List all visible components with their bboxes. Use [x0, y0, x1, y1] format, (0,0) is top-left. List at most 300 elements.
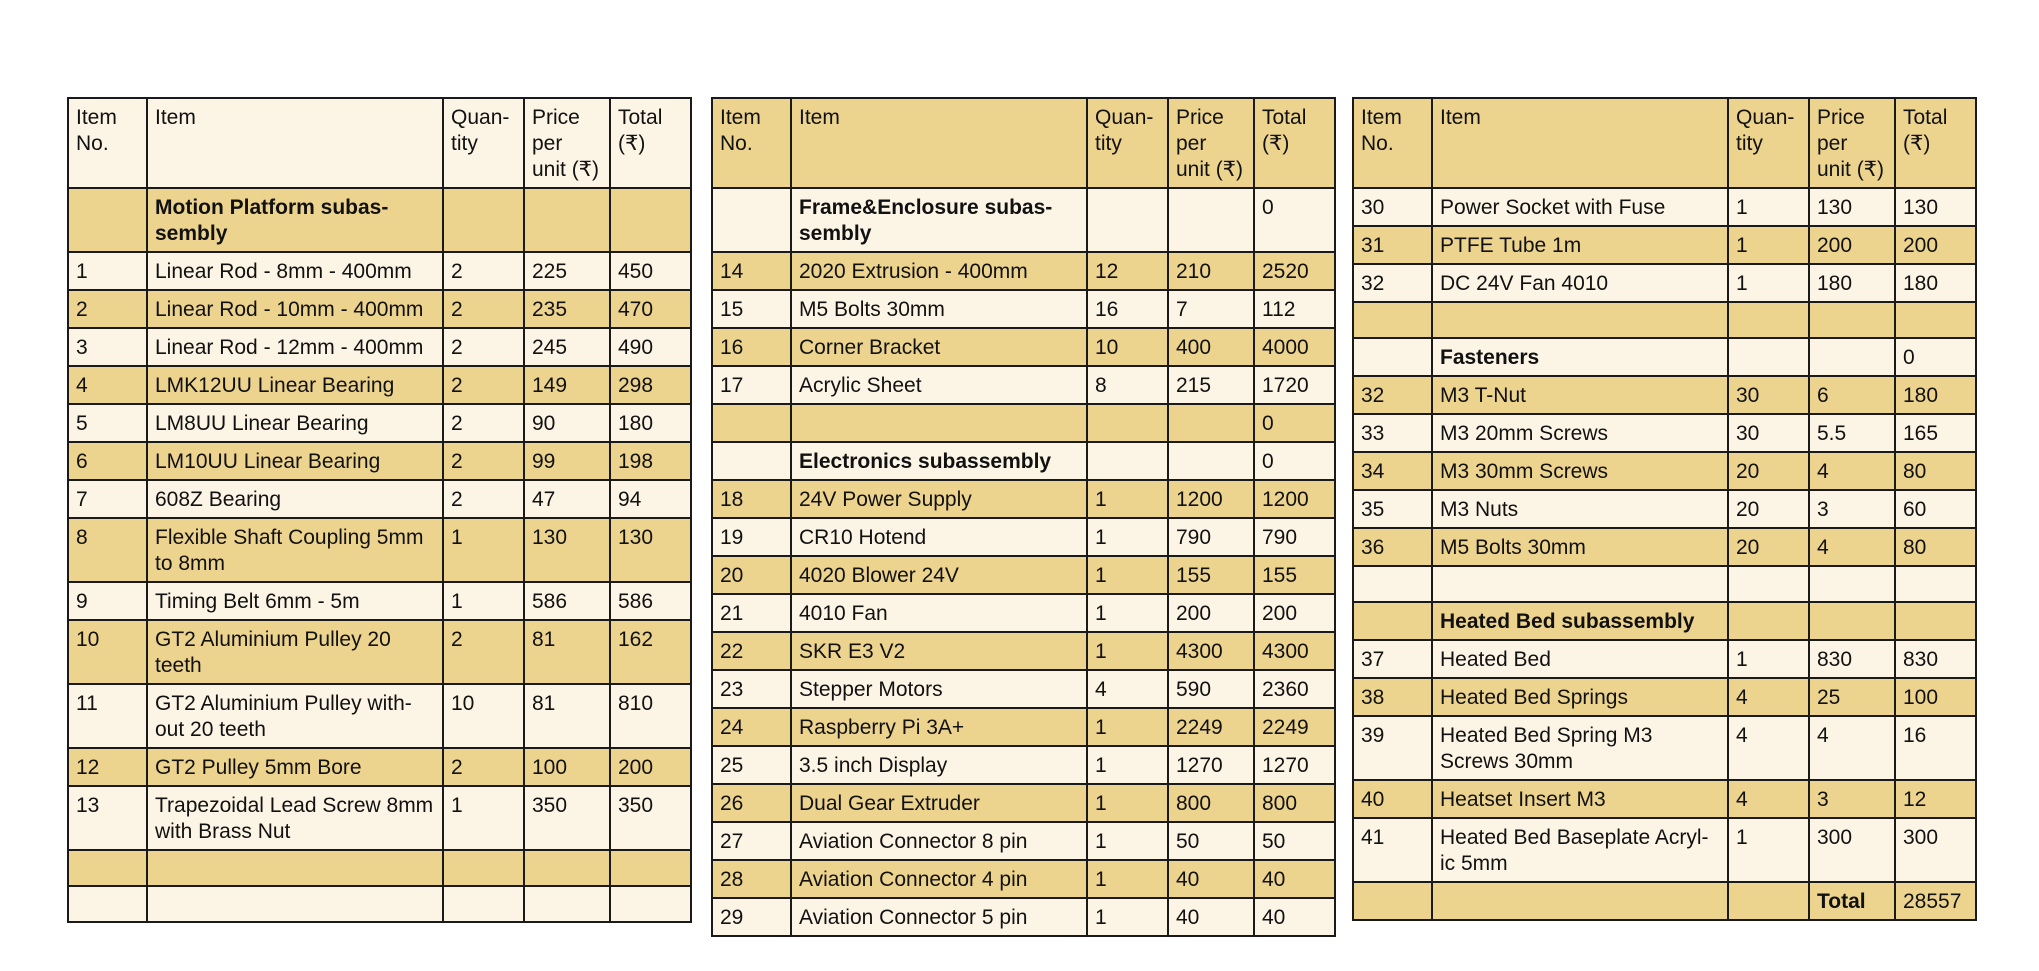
header-item-no: Item No. [68, 98, 147, 188]
cell-quantity: 30 [1728, 376, 1809, 414]
cell-quantity: 1 [443, 786, 524, 850]
cell-quantity: 16 [1087, 290, 1168, 328]
table-row [1353, 716, 1976, 780]
section-row [68, 188, 691, 252]
cell-price: 4 [1809, 716, 1895, 780]
cell-price: 99 [524, 442, 610, 480]
cell-total: 2249 [1254, 708, 1335, 746]
cell-price: 235 [524, 290, 610, 328]
cell-item-no: 26 [712, 784, 791, 822]
cell-item-no: 8 [68, 518, 147, 582]
table-row [1353, 226, 1976, 264]
cell-item: Heatset Insert M3 [1432, 780, 1728, 818]
cell-item-no: 22 [712, 632, 791, 670]
table-row [68, 786, 691, 850]
cell-item-no: 15 [712, 290, 791, 328]
cell-price: 100 [524, 748, 610, 786]
table-row [712, 822, 1335, 860]
table-row [68, 850, 691, 886]
cell-quantity [1728, 602, 1809, 640]
cell-total: 40 [1254, 898, 1335, 936]
table-row [1353, 566, 1976, 602]
cell-item-no: 6 [68, 442, 147, 480]
cell-total: 112 [1254, 290, 1335, 328]
cell-quantity [1087, 188, 1168, 252]
cell-item-no [712, 404, 791, 442]
cell-item-no [1353, 882, 1432, 920]
cell-quantity [1728, 338, 1809, 376]
table-row [1353, 780, 1976, 818]
cell-item: Aviation Connector 8 pin [791, 822, 1087, 860]
cell-price: 215 [1168, 366, 1254, 404]
cell-quantity: 20 [1728, 490, 1809, 528]
cell-item: Aviation Connector 5 pin [791, 898, 1087, 936]
cell-item: LM10UU Linear Bearing [147, 442, 443, 480]
cell-item-no: 32 [1353, 376, 1432, 414]
cell-price [1168, 442, 1254, 480]
table-row [68, 328, 691, 366]
cell-price [1809, 302, 1895, 338]
cell-item: M3 30mm Screws [1432, 452, 1728, 490]
cell-item: Fasteners [1432, 338, 1728, 376]
cell-item: M5 Bolts 30mm [791, 290, 1087, 328]
cell-item-no: 37 [1353, 640, 1432, 678]
cell-item-no: 27 [712, 822, 791, 860]
cell-total: 12 [1895, 780, 1976, 818]
cell-quantity [443, 886, 524, 922]
cell-total: 180 [1895, 264, 1976, 302]
cell-total: 830 [1895, 640, 1976, 678]
cell-item-no: 36 [1353, 528, 1432, 566]
cell-quantity: 2 [443, 290, 524, 328]
cell-item: 4010 Fan [791, 594, 1087, 632]
cell-item: Motion Platform subas-sembly [147, 188, 443, 252]
table-row [1353, 640, 1976, 678]
header-item-no: Item No. [1353, 98, 1432, 188]
cell-price: 7 [1168, 290, 1254, 328]
cell-quantity: 2 [443, 480, 524, 518]
cell-total: 450 [610, 252, 691, 290]
cell-quantity [443, 188, 524, 252]
cell-price: 149 [524, 366, 610, 404]
cell-item: Linear Rod - 8mm - 400mm [147, 252, 443, 290]
cell-quantity: 12 [1087, 252, 1168, 290]
cell-item: GT2 Aluminium Pulley with-out 20 teeth [147, 684, 443, 748]
cell-total: 1720 [1254, 366, 1335, 404]
cell-item-no: 11 [68, 684, 147, 748]
section-row [712, 442, 1335, 480]
table-row [712, 252, 1335, 290]
cell-item: Frame&Enclosure subas-sembly [791, 188, 1087, 252]
cell-item: PTFE Tube 1m [1432, 226, 1728, 264]
cell-item-no: 17 [712, 366, 791, 404]
cell-quantity [1087, 404, 1168, 442]
cell-total [610, 886, 691, 922]
cell-quantity: 10 [443, 684, 524, 748]
cell-quantity: 2 [443, 748, 524, 786]
table-row [68, 748, 691, 786]
cell-total: 2360 [1254, 670, 1335, 708]
cell-item-no: 28 [712, 860, 791, 898]
cell-quantity: 1 [443, 582, 524, 620]
cell-item-no [712, 442, 791, 480]
table-row [68, 480, 691, 518]
cell-quantity: 2 [443, 404, 524, 442]
cell-total: 165 [1895, 414, 1976, 452]
cell-item-no: 41 [1353, 818, 1432, 882]
cell-item-no: 3 [68, 328, 147, 366]
table-row [712, 366, 1335, 404]
cell-total [610, 850, 691, 886]
cell-quantity: 1 [1728, 226, 1809, 264]
cell-item-no [68, 886, 147, 922]
cell-price: 6 [1809, 376, 1895, 414]
cell-price [1168, 188, 1254, 252]
cell-price: 81 [524, 620, 610, 684]
cell-item-no [712, 188, 791, 252]
cell-item: Timing Belt 6mm - 5m [147, 582, 443, 620]
table-row [712, 898, 1335, 936]
cell-item [1432, 566, 1728, 602]
cell-total: 180 [610, 404, 691, 442]
cell-quantity: 2 [443, 252, 524, 290]
cell-quantity: 1 [1087, 556, 1168, 594]
cell-item: Linear Rod - 10mm - 400mm [147, 290, 443, 328]
cell-item-no [1353, 338, 1432, 376]
cell-total: 0 [1254, 404, 1335, 442]
table-row [712, 670, 1335, 708]
cell-item: Electronics subassembly [791, 442, 1087, 480]
table-row [712, 746, 1335, 784]
cell-item: LMK12UU Linear Bearing [147, 366, 443, 404]
cell-total [610, 188, 691, 252]
cell-item-no: 10 [68, 620, 147, 684]
cell-item-no: 30 [1353, 188, 1432, 226]
cell-item-no: 2 [68, 290, 147, 328]
table-row [68, 620, 691, 684]
header-item-no: Item No. [712, 98, 791, 188]
cell-quantity: 2 [443, 328, 524, 366]
cell-item [791, 404, 1087, 442]
cell-total: 200 [1895, 226, 1976, 264]
cell-quantity: 1 [1728, 818, 1809, 882]
cell-item-no: 33 [1353, 414, 1432, 452]
cell-quantity: 1 [1087, 480, 1168, 518]
table-row [68, 582, 691, 620]
cell-total: 300 [1895, 818, 1976, 882]
cell-item [147, 850, 443, 886]
cell-price [1168, 404, 1254, 442]
cell-quantity: 1 [1728, 188, 1809, 226]
cell-total: 180 [1895, 376, 1976, 414]
cell-item: SKR E3 V2 [791, 632, 1087, 670]
table-row [712, 594, 1335, 632]
cell-price: 180 [1809, 264, 1895, 302]
cell-item: LM8UU Linear Bearing [147, 404, 443, 442]
table-row [68, 442, 691, 480]
table-row [712, 708, 1335, 746]
header-quantity: Quan-tity [1728, 98, 1809, 188]
table-row [1353, 490, 1976, 528]
cell-item [147, 886, 443, 922]
cell-total: 130 [610, 518, 691, 582]
cell-quantity: 1 [443, 518, 524, 582]
cell-item: M3 Nuts [1432, 490, 1728, 528]
cell-price: 1270 [1168, 746, 1254, 784]
cell-price: 3 [1809, 490, 1895, 528]
cell-quantity [1728, 882, 1809, 920]
header-row [1353, 98, 1976, 188]
cell-item: 4020 Blower 24V [791, 556, 1087, 594]
cell-item-no: 16 [712, 328, 791, 366]
cell-quantity: 20 [1728, 528, 1809, 566]
bom-table-motion-platform [67, 97, 692, 923]
cell-quantity: 10 [1087, 328, 1168, 366]
cell-price: 130 [524, 518, 610, 582]
cell-quantity: 4 [1728, 716, 1809, 780]
total-row [1353, 882, 1976, 920]
cell-price: 210 [1168, 252, 1254, 290]
table-row [712, 632, 1335, 670]
cell-total: 200 [1254, 594, 1335, 632]
cell-price [1809, 338, 1895, 376]
cell-quantity: 1 [1728, 640, 1809, 678]
cell-price: 200 [1168, 594, 1254, 632]
cell-price: 350 [524, 786, 610, 850]
cell-item: 608Z Bearing [147, 480, 443, 518]
cell-item-no: 40 [1353, 780, 1432, 818]
cell-total: 470 [610, 290, 691, 328]
cell-item: GT2 Pulley 5mm Bore [147, 748, 443, 786]
cell-total: 800 [1254, 784, 1335, 822]
section-row [1353, 338, 1976, 376]
cell-item-no: 19 [712, 518, 791, 556]
cell-item-no: 39 [1353, 716, 1432, 780]
header-quantity: Quan-tity [443, 98, 524, 188]
cell-price: 200 [1809, 226, 1895, 264]
cell-price [524, 188, 610, 252]
cell-quantity: 1 [1087, 632, 1168, 670]
cell-item-no: 12 [68, 748, 147, 786]
cell-item-no: 21 [712, 594, 791, 632]
table-row [1353, 818, 1976, 882]
cell-item-no: 34 [1353, 452, 1432, 490]
cell-price: 90 [524, 404, 610, 442]
cell-total: 200 [610, 748, 691, 786]
table-row [1353, 678, 1976, 716]
header-row [712, 98, 1335, 188]
header-item: Item [1432, 98, 1728, 188]
cell-item-no [1353, 302, 1432, 338]
header-row [68, 98, 691, 188]
cell-price: 590 [1168, 670, 1254, 708]
cell-item: 24V Power Supply [791, 480, 1087, 518]
table-row [68, 404, 691, 442]
cell-total: 40 [1254, 860, 1335, 898]
cell-price: 50 [1168, 822, 1254, 860]
cell-total: 60 [1895, 490, 1976, 528]
header-price: Price per unit (₹) [1809, 98, 1895, 188]
grand-total: 28557 [1895, 882, 1976, 920]
cell-item [1432, 302, 1728, 338]
cell-quantity: 4 [1728, 678, 1809, 716]
cell-total: 198 [610, 442, 691, 480]
cell-item: M3 T-Nut [1432, 376, 1728, 414]
table-row [1353, 452, 1976, 490]
cell-quantity: 30 [1728, 414, 1809, 452]
header-item: Item [791, 98, 1087, 188]
cell-total: 80 [1895, 528, 1976, 566]
cell-quantity: 1 [1087, 898, 1168, 936]
table-row [68, 684, 691, 748]
cell-quantity [443, 850, 524, 886]
header-total: Total (₹) [610, 98, 691, 188]
cell-price: 25 [1809, 678, 1895, 716]
cell-total: 94 [610, 480, 691, 518]
bom-table-fasteners-heated-bed [1352, 97, 1977, 921]
cell-total: 80 [1895, 452, 1976, 490]
cell-item-no: 29 [712, 898, 791, 936]
cell-item-no: 5 [68, 404, 147, 442]
cell-price: 81 [524, 684, 610, 748]
cell-total: 1270 [1254, 746, 1335, 784]
cell-item-no: 35 [1353, 490, 1432, 528]
cell-price: 400 [1168, 328, 1254, 366]
table-row [712, 556, 1335, 594]
header-quantity: Quan-tity [1087, 98, 1168, 188]
cell-item-no: 14 [712, 252, 791, 290]
cell-item: GT2 Aluminium Pulley 20 teeth [147, 620, 443, 684]
table-row [68, 518, 691, 582]
cell-item: Heated Bed subassembly [1432, 602, 1728, 640]
cell-total: 50 [1254, 822, 1335, 860]
cell-total: 490 [610, 328, 691, 366]
cell-item-no [1353, 566, 1432, 602]
cell-item: Linear Rod - 12mm - 400mm [147, 328, 443, 366]
cell-item: Trapezoidal Lead Screw 8mm with Brass Nut [147, 786, 443, 850]
cell-price: 225 [524, 252, 610, 290]
cell-total [1895, 566, 1976, 602]
cell-quantity: 1 [1087, 708, 1168, 746]
table-row [712, 480, 1335, 518]
header-total: Total (₹) [1254, 98, 1335, 188]
cell-total: 0 [1254, 442, 1335, 480]
cell-item-no: 4 [68, 366, 147, 404]
cell-quantity: 2 [443, 442, 524, 480]
cell-price: 5.5 [1809, 414, 1895, 452]
cell-quantity: 20 [1728, 452, 1809, 490]
cell-item: Power Socket with Fuse [1432, 188, 1728, 226]
cell-quantity: 1 [1087, 746, 1168, 784]
table-row [1353, 188, 1976, 226]
table-row [68, 290, 691, 328]
cell-item: Heated Bed Baseplate Acryl-ic 5mm [1432, 818, 1728, 882]
table-row [1353, 376, 1976, 414]
header-item: Item [147, 98, 443, 188]
cell-price: 2249 [1168, 708, 1254, 746]
table-row [1353, 302, 1976, 338]
cell-total: 350 [610, 786, 691, 850]
cell-price: 586 [524, 582, 610, 620]
cell-total: 100 [1895, 678, 1976, 716]
cell-item-no [1353, 602, 1432, 640]
cell-price: 130 [1809, 188, 1895, 226]
header-price: Price per unit (₹) [1168, 98, 1254, 188]
cell-quantity: 4 [1728, 780, 1809, 818]
header-price: Price per unit (₹) [524, 98, 610, 188]
cell-total: 2520 [1254, 252, 1335, 290]
cell-item-no: 1 [68, 252, 147, 290]
cell-item: Aviation Connector 4 pin [791, 860, 1087, 898]
cell-item: Stepper Motors [791, 670, 1087, 708]
total-label: Total [1809, 882, 1895, 920]
cell-item-no: 13 [68, 786, 147, 850]
table-row [68, 366, 691, 404]
cell-item [1432, 882, 1728, 920]
cell-price: 1200 [1168, 480, 1254, 518]
cell-price: 800 [1168, 784, 1254, 822]
cell-price: 3 [1809, 780, 1895, 818]
cell-quantity: 8 [1087, 366, 1168, 404]
cell-price: 4300 [1168, 632, 1254, 670]
cell-quantity [1728, 566, 1809, 602]
cell-item-no [68, 188, 147, 252]
cell-item: Acrylic Sheet [791, 366, 1087, 404]
cell-price: 790 [1168, 518, 1254, 556]
cell-item: Dual Gear Extruder [791, 784, 1087, 822]
table-row [712, 290, 1335, 328]
cell-price [524, 886, 610, 922]
cell-quantity: 1 [1087, 784, 1168, 822]
cell-total: 130 [1895, 188, 1976, 226]
cell-total: 0 [1895, 338, 1976, 376]
cell-item-no: 31 [1353, 226, 1432, 264]
cell-quantity: 1 [1087, 518, 1168, 556]
cell-quantity: 1 [1087, 594, 1168, 632]
cell-item: DC 24V Fan 4010 [1432, 264, 1728, 302]
table-row [712, 860, 1335, 898]
cell-item-no [68, 850, 147, 886]
cell-quantity: 2 [443, 620, 524, 684]
cell-item: M5 Bolts 30mm [1432, 528, 1728, 566]
cell-total: 790 [1254, 518, 1335, 556]
table-row [712, 328, 1335, 366]
cell-quantity [1087, 442, 1168, 480]
cell-item: Heated Bed Spring M3 Screws 30mm [1432, 716, 1728, 780]
table-row [712, 784, 1335, 822]
cell-total: 0 [1254, 188, 1335, 252]
cell-item: Corner Bracket [791, 328, 1087, 366]
table-row [1353, 414, 1976, 452]
cell-quantity: 1 [1087, 860, 1168, 898]
header-total: Total (₹) [1895, 98, 1976, 188]
cell-price [1809, 566, 1895, 602]
cell-item-no: 20 [712, 556, 791, 594]
cell-item-no: 23 [712, 670, 791, 708]
cell-total: 810 [610, 684, 691, 748]
cell-item-no: 38 [1353, 678, 1432, 716]
cell-price: 245 [524, 328, 610, 366]
cell-quantity [1728, 302, 1809, 338]
cell-total: 16 [1895, 716, 1976, 780]
cell-item-no: 32 [1353, 264, 1432, 302]
cell-item-no: 25 [712, 746, 791, 784]
cell-total: 1200 [1254, 480, 1335, 518]
cell-item: 2020 Extrusion - 400mm [791, 252, 1087, 290]
cell-price: 47 [524, 480, 610, 518]
cell-quantity: 4 [1087, 670, 1168, 708]
cell-item-no: 7 [68, 480, 147, 518]
